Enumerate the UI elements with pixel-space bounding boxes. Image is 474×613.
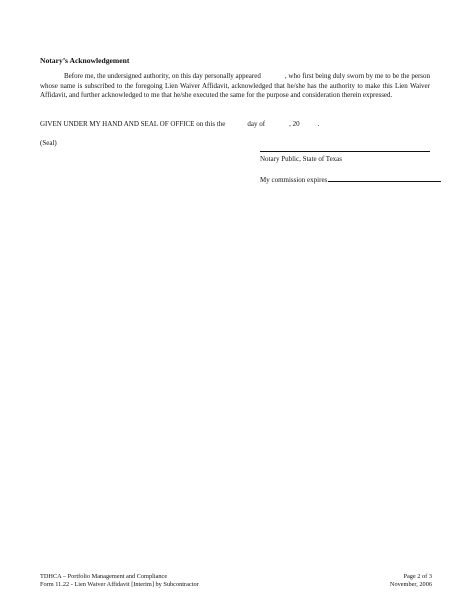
given-under-hand-line: [40, 120, 319, 128]
commission-expires-line: [260, 174, 441, 184]
commission-date-blank: [328, 174, 441, 182]
acknowledgement-paragraph: [40, 72, 430, 101]
paragraph-part-1: Before me, the undersigned authority, on this day personally appeared: [64, 72, 261, 80]
period: .: [317, 120, 320, 128]
given-text: GIVEN UNDER MY HAND AND SEAL OF OFFICE on this the: [40, 120, 226, 128]
commission-label: My commission expires: [260, 176, 328, 184]
footer-left-line-2: Form 11.22 - Lien Waiver Affidavit [Interim] by Subcontractor: [40, 581, 199, 588]
notary-signature-line: [260, 151, 430, 152]
paragraph-part-2: , who first being duly sworn by me to be the person whose name is subscribed to the foregoing Lien Waiver Affidavit, acknowledged that he/she has the authority to make this Lien Waiver Affidavit, and further acknowledged to me that he/she executed the same for the purpose and consideration therein expressed.: [40, 72, 430, 100]
seal-label: (Seal): [40, 139, 57, 147]
notary-heading: Notary’s Acknowledgement: [40, 56, 130, 65]
footer-page-number: Page 2 of 3: [403, 573, 432, 580]
year-prefix: , 20: [289, 120, 300, 128]
footer-date: November, 2006: [389, 581, 432, 588]
day-of-text: day of: [247, 120, 266, 128]
footer-left-line-1: TDHCA – Portfolio Management and Compliance: [40, 573, 168, 580]
notary-public-label: Notary Public, State of Texas: [260, 155, 343, 163]
